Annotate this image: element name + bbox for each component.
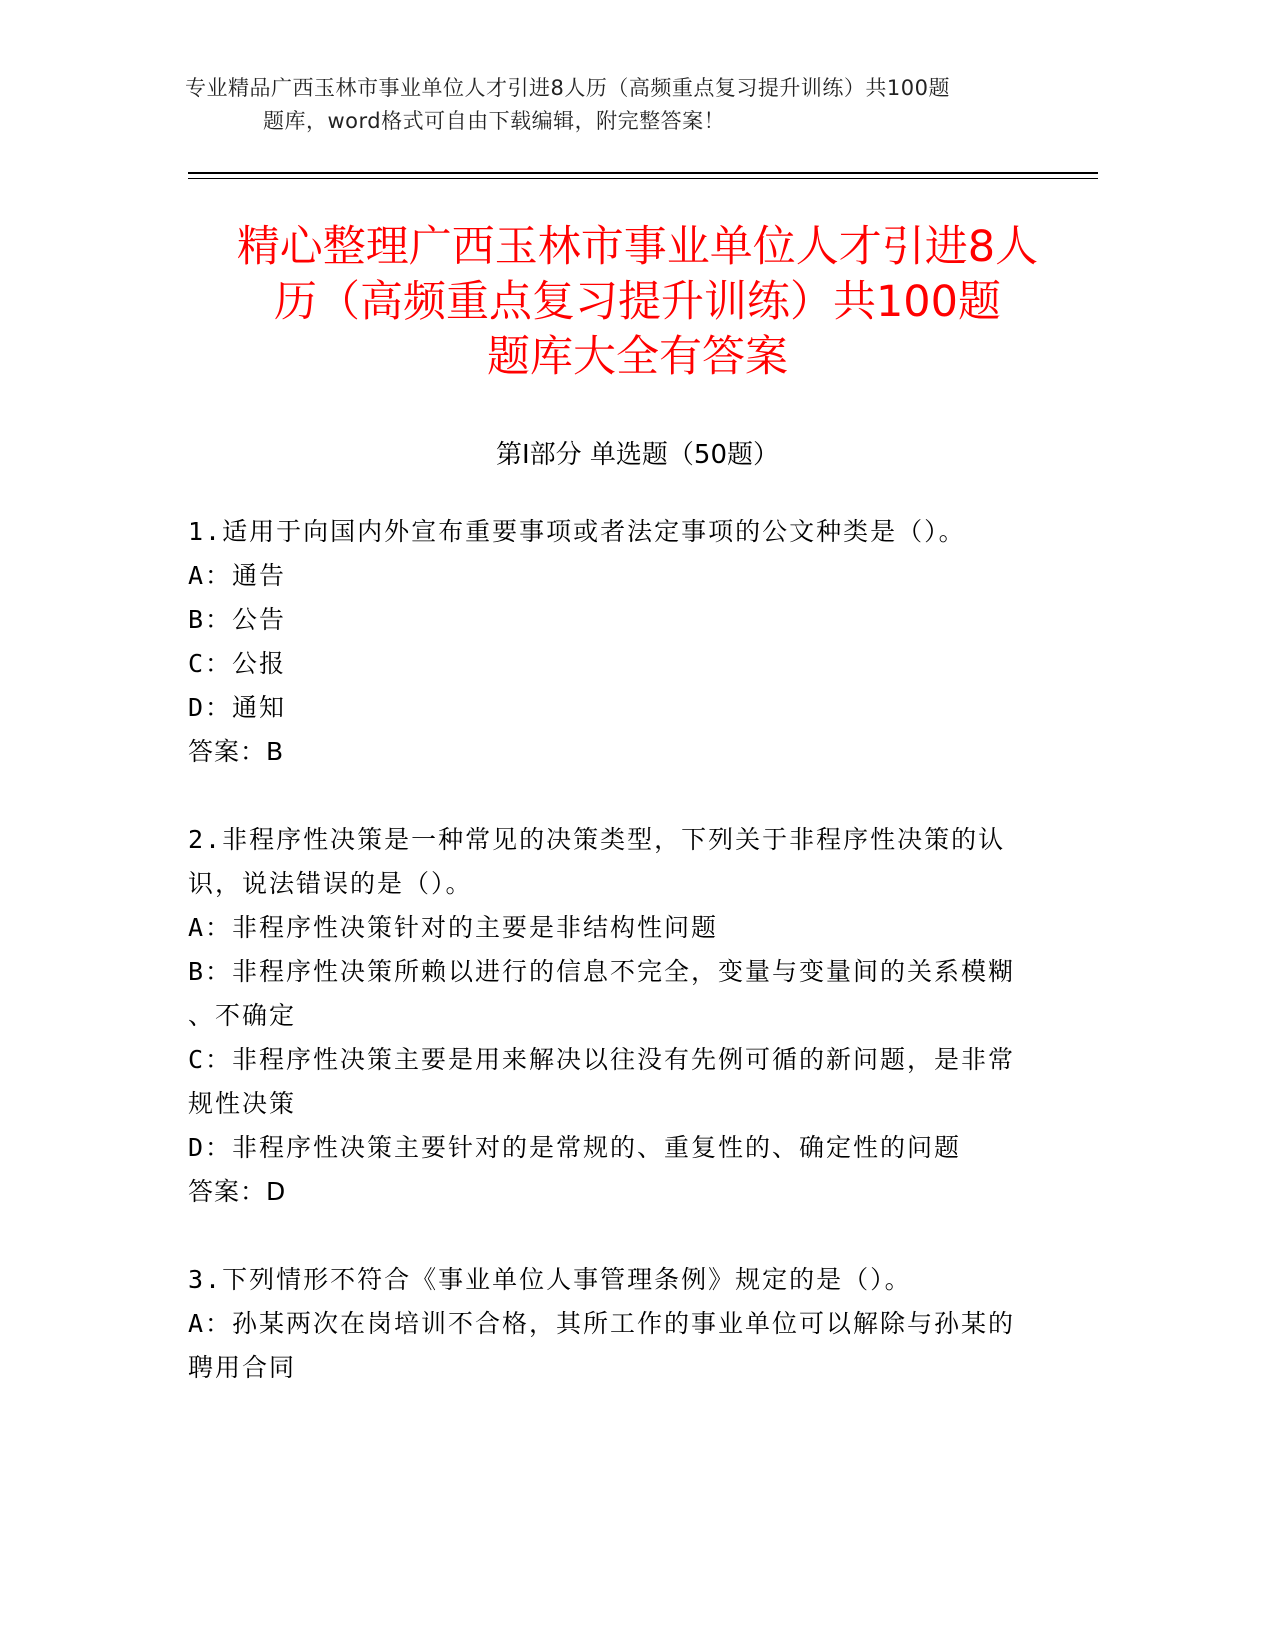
- question-2-option-d: D：非程序性决策主要针对的是常规的、重复性的、确定性的问题: [188, 1133, 962, 1162]
- question-3: [188, 1258, 1068, 1390]
- question-2-option-c: C：非程序性决策主要是用来解决以往没有先例可循的新问题，是非常: [188, 1045, 1016, 1074]
- main-title-line-2: 历（高频重点复习提升训练）共100题: [273, 277, 1002, 327]
- question-2: [188, 818, 1068, 1214]
- header-note: [185, 72, 1085, 138]
- question-1-option-a: A：通告: [188, 561, 287, 590]
- main-title-line-3: 题库大全有答案: [487, 332, 788, 382]
- question-2-option-c: 规性决策: [188, 1089, 297, 1118]
- question-2-stem: 2.非程序性决策是一种常见的决策类型，下列关于非程序性决策的认: [188, 825, 1006, 854]
- question-2-option-a: A：非程序性决策针对的主要是非结构性问题: [188, 913, 719, 942]
- question-1-option-c: C：公报: [188, 649, 287, 678]
- header-note-line-2: 题库，word格式可自由下载编辑，附完整答案！: [263, 109, 726, 133]
- question-2-answer: 答案：D: [188, 1177, 287, 1206]
- question-3-option-a: A：孙某两次在岗培训不合格，其所工作的事业单位可以解除与孙某的: [188, 1309, 1016, 1338]
- question-3-stem: 3.下列情形不符合《事业单位人事管理条例》规定的是（）。: [188, 1265, 912, 1294]
- question-2-option-b: B：非程序性决策所赖以进行的信息不完全，变量与变量间的关系模糊: [188, 957, 1016, 986]
- header-rule-thick: [188, 172, 1098, 174]
- question-list: [188, 510, 1068, 1434]
- header-rule-thin: [188, 178, 1098, 179]
- question-1-option-d: D：通知: [188, 693, 287, 722]
- question-1: [188, 510, 1068, 774]
- question-1-answer: 答案：B: [188, 737, 285, 766]
- main-title: [150, 220, 1125, 385]
- question-1-stem: 1.适用于向国内外宣布重要事项或者法定事项的公文种类是（）。: [188, 517, 966, 546]
- header-note-line-1: 专业精品广西玉林市事业单位人才引进8人历（高频重点复习提升训练）共100题: [185, 76, 950, 100]
- question-3-option-a: 聘用合同: [188, 1353, 297, 1382]
- section-title: 第Ⅰ部分 单选题（50题）: [495, 440, 780, 470]
- main-title-line-1: 精心整理广西玉林市事业单位人才引进8人: [236, 222, 1039, 272]
- question-2-stem: 识，说法错误的是（）。: [188, 869, 473, 898]
- question-1-option-b: B：公告: [188, 605, 287, 634]
- question-2-option-b: 、不确定: [188, 1001, 297, 1030]
